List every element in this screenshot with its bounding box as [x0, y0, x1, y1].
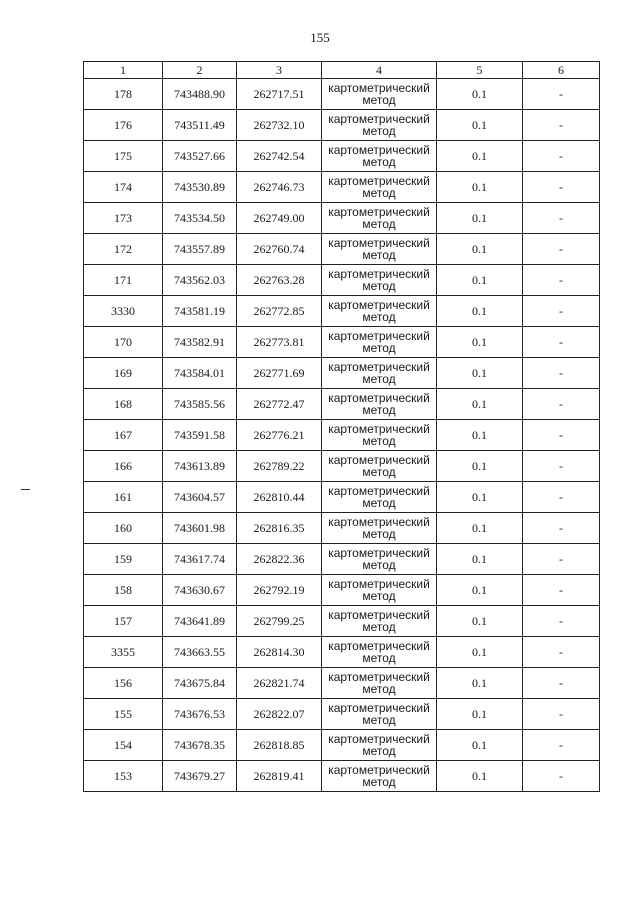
- x-coordinate: 743534.50: [163, 203, 237, 234]
- x-coordinate: 743613.89: [163, 451, 237, 482]
- note-dash: -: [523, 358, 600, 389]
- point-number: 172: [84, 234, 163, 265]
- note-dash: -: [523, 730, 600, 761]
- header-col-6: 6: [523, 62, 600, 79]
- method-cell: [322, 699, 437, 730]
- accuracy-value: 0.1: [437, 110, 523, 141]
- x-coordinate: 743601.98: [163, 513, 237, 544]
- table-row: [84, 544, 600, 575]
- method-line-2: метод: [362, 744, 396, 758]
- y-coordinate: 262772.47: [237, 389, 322, 420]
- method-line-2: метод: [362, 713, 396, 727]
- y-coordinate: 262822.07: [237, 699, 322, 730]
- accuracy-value: 0.1: [437, 234, 523, 265]
- table-row: [84, 761, 600, 792]
- accuracy-value: 0.1: [437, 699, 523, 730]
- point-number: 158: [84, 575, 163, 606]
- table-row: [84, 637, 600, 668]
- y-coordinate: 262789.22: [237, 451, 322, 482]
- method-cell: [322, 482, 437, 513]
- method-line-1: картометрический: [328, 515, 430, 529]
- method-cell: [322, 420, 437, 451]
- header-col-4: 4: [322, 62, 437, 79]
- accuracy-value: 0.1: [437, 203, 523, 234]
- table-row: [84, 296, 600, 327]
- method-line-1: картометрический: [328, 453, 430, 467]
- x-coordinate: 743527.66: [163, 141, 237, 172]
- table-row: [84, 141, 600, 172]
- x-coordinate: 743557.89: [163, 234, 237, 265]
- method-line-2: метод: [362, 124, 396, 138]
- y-coordinate: 262760.74: [237, 234, 322, 265]
- table-header-row: [84, 62, 600, 79]
- x-coordinate: 743676.53: [163, 699, 237, 730]
- point-number: 160: [84, 513, 163, 544]
- point-number: 3330: [84, 296, 163, 327]
- y-coordinate: 262810.44: [237, 482, 322, 513]
- method-line-1: картометрический: [328, 608, 430, 622]
- table-row: [84, 203, 600, 234]
- method-line-2: метод: [362, 93, 396, 107]
- point-number: 161: [84, 482, 163, 513]
- note-dash: -: [523, 606, 600, 637]
- method-line-1: картометрический: [328, 298, 430, 312]
- method-line-2: метод: [362, 434, 396, 448]
- method-line-1: картометрический: [328, 732, 430, 746]
- x-coordinate: 743582.91: [163, 327, 237, 358]
- y-coordinate: 262818.85: [237, 730, 322, 761]
- accuracy-value: 0.1: [437, 265, 523, 296]
- method-cell: [322, 544, 437, 575]
- method-cell: [322, 575, 437, 606]
- x-coordinate: 743630.67: [163, 575, 237, 606]
- note-dash: -: [523, 203, 600, 234]
- y-coordinate: 262822.36: [237, 544, 322, 575]
- method-cell: [322, 606, 437, 637]
- note-dash: -: [523, 296, 600, 327]
- x-coordinate: 743617.74: [163, 544, 237, 575]
- x-coordinate: 743584.01: [163, 358, 237, 389]
- method-cell: [322, 327, 437, 358]
- method-cell: [322, 265, 437, 296]
- method-line-2: метод: [362, 465, 396, 479]
- note-dash: -: [523, 451, 600, 482]
- method-line-1: картометрический: [328, 329, 430, 343]
- method-cell: [322, 172, 437, 203]
- table-row: [84, 389, 600, 420]
- y-coordinate: 262742.54: [237, 141, 322, 172]
- method-line-1: картометрический: [328, 360, 430, 374]
- method-line-2: метод: [362, 155, 396, 169]
- point-number: 176: [84, 110, 163, 141]
- note-dash: -: [523, 79, 600, 110]
- method-cell: [322, 358, 437, 389]
- table-row: [84, 420, 600, 451]
- method-line-2: метод: [362, 620, 396, 634]
- y-coordinate: 262819.41: [237, 761, 322, 792]
- x-coordinate: 743585.56: [163, 389, 237, 420]
- method-cell: [322, 141, 437, 172]
- accuracy-value: 0.1: [437, 358, 523, 389]
- table-row: [84, 668, 600, 699]
- x-coordinate: 743678.35: [163, 730, 237, 761]
- point-number: 154: [84, 730, 163, 761]
- y-coordinate: 262821.74: [237, 668, 322, 699]
- method-line-1: картометрический: [328, 143, 430, 157]
- x-coordinate: 743581.19: [163, 296, 237, 327]
- note-dash: -: [523, 761, 600, 792]
- method-cell: [322, 234, 437, 265]
- x-coordinate: 743488.90: [163, 79, 237, 110]
- table-row: [84, 730, 600, 761]
- method-line-2: метод: [362, 651, 396, 665]
- method-line-1: картометрический: [328, 236, 430, 250]
- method-line-1: картометрический: [328, 112, 430, 126]
- method-line-1: картометрический: [328, 546, 430, 560]
- method-cell: [322, 637, 437, 668]
- accuracy-value: 0.1: [437, 141, 523, 172]
- table-row: [84, 327, 600, 358]
- x-coordinate: 743604.57: [163, 482, 237, 513]
- x-coordinate: 743663.55: [163, 637, 237, 668]
- table-row: [84, 110, 600, 141]
- accuracy-value: 0.1: [437, 327, 523, 358]
- method-line-1: картометрический: [328, 763, 430, 777]
- accuracy-value: 0.1: [437, 730, 523, 761]
- y-coordinate: 262717.51: [237, 79, 322, 110]
- note-dash: -: [523, 327, 600, 358]
- accuracy-value: 0.1: [437, 389, 523, 420]
- note-dash: -: [523, 110, 600, 141]
- accuracy-value: 0.1: [437, 544, 523, 575]
- method-cell: [322, 761, 437, 792]
- note-dash: -: [523, 482, 600, 513]
- accuracy-value: 0.1: [437, 513, 523, 544]
- note-dash: -: [523, 172, 600, 203]
- y-coordinate: 262771.69: [237, 358, 322, 389]
- table-row: [84, 606, 600, 637]
- method-line-2: метод: [362, 558, 396, 572]
- method-line-1: картометрический: [328, 267, 430, 281]
- method-line-1: картометрический: [328, 484, 430, 498]
- point-number: 168: [84, 389, 163, 420]
- x-coordinate: 743530.89: [163, 172, 237, 203]
- table-row: [84, 234, 600, 265]
- x-coordinate: 743641.89: [163, 606, 237, 637]
- header-col-5: 5: [437, 62, 523, 79]
- x-coordinate: 743675.84: [163, 668, 237, 699]
- coordinates-table: [83, 61, 600, 792]
- point-number: 174: [84, 172, 163, 203]
- x-coordinate: 743679.27: [163, 761, 237, 792]
- accuracy-value: 0.1: [437, 637, 523, 668]
- note-dash: -: [523, 265, 600, 296]
- y-coordinate: 262746.73: [237, 172, 322, 203]
- method-line-2: метод: [362, 341, 396, 355]
- x-coordinate: 743511.49: [163, 110, 237, 141]
- note-dash: -: [523, 389, 600, 420]
- method-line-1: картометрический: [328, 391, 430, 405]
- point-number: 169: [84, 358, 163, 389]
- method-cell: [322, 451, 437, 482]
- method-cell: [322, 389, 437, 420]
- method-line-2: метод: [362, 775, 396, 789]
- table-row: [84, 172, 600, 203]
- header-col-1: 1: [84, 62, 163, 79]
- accuracy-value: 0.1: [437, 482, 523, 513]
- y-coordinate: 262776.21: [237, 420, 322, 451]
- table-body: [84, 79, 600, 792]
- point-number: 3355: [84, 637, 163, 668]
- point-number: 153: [84, 761, 163, 792]
- margin-mark: [21, 489, 30, 490]
- page-number: 155: [310, 30, 330, 45]
- point-number: 170: [84, 327, 163, 358]
- note-dash: -: [523, 699, 600, 730]
- y-coordinate: 262749.00: [237, 203, 322, 234]
- method-line-2: метод: [362, 310, 396, 324]
- point-number: 156: [84, 668, 163, 699]
- method-line-2: метод: [362, 682, 396, 696]
- point-number: 157: [84, 606, 163, 637]
- method-line-2: метод: [362, 403, 396, 417]
- method-line-2: метод: [362, 279, 396, 293]
- point-number: 173: [84, 203, 163, 234]
- y-coordinate: 262772.85: [237, 296, 322, 327]
- note-dash: -: [523, 544, 600, 575]
- method-line-2: метод: [362, 589, 396, 603]
- method-cell: [322, 513, 437, 544]
- table-row: [84, 575, 600, 606]
- y-coordinate: 262814.30: [237, 637, 322, 668]
- method-line-2: метод: [362, 217, 396, 231]
- method-line-1: картометрический: [328, 81, 430, 95]
- method-cell: [322, 730, 437, 761]
- method-line-1: картометрический: [328, 577, 430, 591]
- y-coordinate: 262816.35: [237, 513, 322, 544]
- note-dash: -: [523, 420, 600, 451]
- note-dash: -: [523, 513, 600, 544]
- x-coordinate: 743591.58: [163, 420, 237, 451]
- table-row: [84, 699, 600, 730]
- accuracy-value: 0.1: [437, 451, 523, 482]
- method-line-2: метод: [362, 527, 396, 541]
- note-dash: -: [523, 234, 600, 265]
- point-number: 166: [84, 451, 163, 482]
- method-line-1: картометрический: [328, 422, 430, 436]
- method-cell: [322, 110, 437, 141]
- method-line-2: метод: [362, 372, 396, 386]
- accuracy-value: 0.1: [437, 606, 523, 637]
- note-dash: -: [523, 141, 600, 172]
- accuracy-value: 0.1: [437, 296, 523, 327]
- table-row: [84, 79, 600, 110]
- y-coordinate: 262732.10: [237, 110, 322, 141]
- method-cell: [322, 203, 437, 234]
- point-number: 171: [84, 265, 163, 296]
- table-row: [84, 265, 600, 296]
- accuracy-value: 0.1: [437, 668, 523, 699]
- method-line-1: картометрический: [328, 670, 430, 684]
- accuracy-value: 0.1: [437, 172, 523, 203]
- table-row: [84, 513, 600, 544]
- point-number: 175: [84, 141, 163, 172]
- method-line-2: метод: [362, 248, 396, 262]
- method-line-2: метод: [362, 186, 396, 200]
- table-row: [84, 358, 600, 389]
- method-line-1: картометрический: [328, 701, 430, 715]
- method-cell: [322, 668, 437, 699]
- accuracy-value: 0.1: [437, 79, 523, 110]
- table-row: [84, 482, 600, 513]
- method-line-1: картометрический: [328, 174, 430, 188]
- note-dash: -: [523, 637, 600, 668]
- method-cell: [322, 79, 437, 110]
- x-coordinate: 743562.03: [163, 265, 237, 296]
- note-dash: -: [523, 668, 600, 699]
- point-number: 159: [84, 544, 163, 575]
- y-coordinate: 262763.28: [237, 265, 322, 296]
- point-number: 155: [84, 699, 163, 730]
- accuracy-value: 0.1: [437, 761, 523, 792]
- note-dash: -: [523, 575, 600, 606]
- method-line-2: метод: [362, 496, 396, 510]
- y-coordinate: 262773.81: [237, 327, 322, 358]
- y-coordinate: 262792.19: [237, 575, 322, 606]
- method-cell: [322, 296, 437, 327]
- accuracy-value: 0.1: [437, 420, 523, 451]
- y-coordinate: 262799.25: [237, 606, 322, 637]
- point-number: 167: [84, 420, 163, 451]
- method-line-1: картометрический: [328, 639, 430, 653]
- table-row: [84, 451, 600, 482]
- method-line-1: картометрический: [328, 205, 430, 219]
- header-col-3: 3: [237, 62, 322, 79]
- header-col-2: 2: [163, 62, 237, 79]
- accuracy-value: 0.1: [437, 575, 523, 606]
- point-number: 178: [84, 79, 163, 110]
